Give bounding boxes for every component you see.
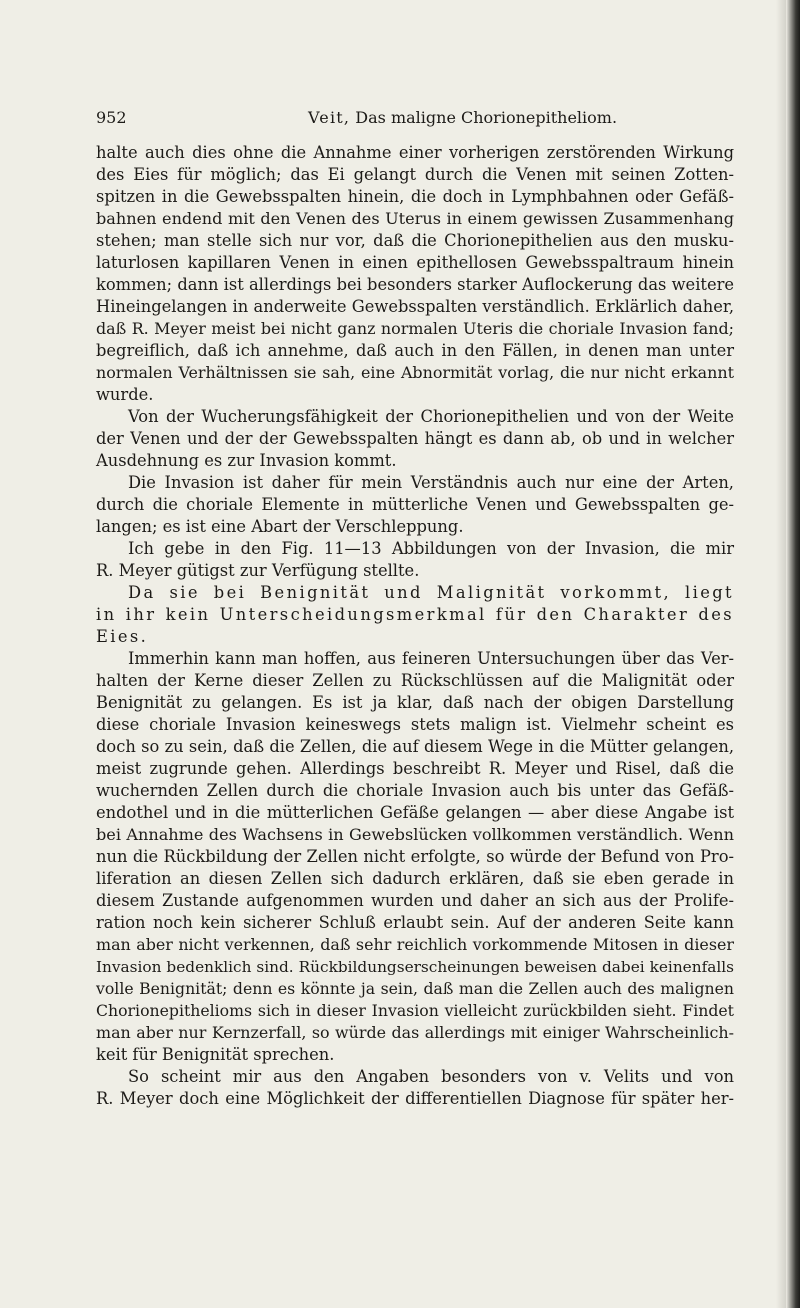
text-line: volle Benignität; denn es könnte ja sein, daß man die Zellen auch des malignen bbox=[96, 979, 734, 998]
text-line: diese choriale Invasion keineswegs stets malign ist. Vielmehr scheint es bbox=[96, 715, 734, 734]
text-line: Hineingelangen in anderweite Gewebsspalten verständlich. Erklärlich daher, bbox=[96, 297, 734, 316]
text-line: nun die Rückbildung der Zellen nicht erfolgte, so würde der Befund von Pro- bbox=[96, 847, 734, 866]
text-line: halten der Kerne dieser Zellen zu Rückschlüssen auf die Malignität oder bbox=[96, 671, 734, 690]
text-line: man aber nicht verkennen, daß sehr reichlich vorkommende Mitosen in dieser bbox=[96, 935, 734, 954]
text-line: meist zugrunde gehen. Allerdings beschreibt R. Meyer und Risel, daß die bbox=[96, 759, 734, 778]
text-line: Benignität zu gelangen. Es ist ja klar, daß nach der obigen Darstellung bbox=[96, 693, 734, 712]
text-line: endothel und in die mütterlichen Gefäße gelangen — aber diese Angabe ist bbox=[96, 803, 734, 822]
text-line: Eies. bbox=[96, 627, 149, 646]
text-line: Ausdehnung es zur Invasion kommt. bbox=[96, 451, 397, 470]
text-line: stehen; man stelle sich nur vor, daß die Chorionepithelien aus den musku- bbox=[96, 231, 734, 250]
text-line: keit für Benignität sprechen. bbox=[96, 1045, 335, 1064]
text-line: R. Meyer gütigst zur Verfügung stellte. bbox=[96, 561, 420, 580]
text-line: langen; es ist eine Abart der Verschleppung. bbox=[96, 517, 464, 536]
text-line: liferation an diesen Zellen sich dadurch erklären, daß sie eben gerade in bbox=[96, 869, 734, 888]
text-line: ration noch kein sicherer Schluß erlaubt sein. Auf der anderen Seite kann bbox=[96, 913, 734, 932]
text-line: man aber nur Kernzerfall, so würde das allerdings mit einiger Wahrscheinlich- bbox=[96, 1023, 734, 1042]
text-line: Invasion bedenklich sind. Rückbildungserscheinungen beweisen dabei keinenfalls bbox=[96, 958, 734, 976]
text-line: wuchernden Zellen durch die choriale Invasion auch bis unter das Gefäß- bbox=[96, 781, 734, 800]
text-line: Da sie bei Benignität und Malignität vorkommt, liegt bbox=[128, 583, 734, 602]
text-line: der Venen und der der Gewebsspalten hängt es dann ab, ob und in welcher bbox=[96, 429, 734, 448]
text-line: halte auch dies ohne die Annahme einer vorherigen zerstörenden Wirkung bbox=[96, 143, 734, 162]
running-head-title: Das maligne Chorionepitheliom. bbox=[355, 108, 618, 127]
text-line: bei Annahme des Wachsens in Gewebslücken vollkommen verständlich. Wenn bbox=[96, 825, 734, 844]
text-line: Von der Wucherungsfähigkeit der Chorionepithelien und von der Weite bbox=[128, 407, 734, 426]
text-line: durch die choriale Elemente in mütterliche Venen und Gewebsspalten ge- bbox=[96, 495, 734, 514]
page-header bbox=[96, 108, 736, 132]
text-line: begreiflich, daß ich annehme, daß auch in den Fällen, in denen man unter bbox=[96, 341, 734, 360]
text-line: So scheint mir aus den Angaben besonders von v. Velits und von bbox=[128, 1067, 734, 1086]
text-line: doch so zu sein, daß die Zellen, die auf diesem Wege in die Mütter gelangen, bbox=[96, 737, 734, 756]
text-line: wurde. bbox=[96, 385, 154, 404]
text-line: bahnen endend mit den Venen des Uterus in einem gewissen Zusammenhang bbox=[96, 209, 734, 228]
text-line: R. Meyer doch eine Möglichkeit der differentiellen Diagnose für später her- bbox=[96, 1089, 734, 1108]
text-line: laturlosen kapillaren Venen in einen epithellosen Gewebsspaltraum hinein bbox=[96, 253, 734, 272]
running-head bbox=[308, 108, 617, 127]
page-edge-highlight bbox=[776, 0, 786, 1308]
text-line: in ihr kein Unterscheidungsmerkmal für den Charakter des bbox=[96, 605, 734, 624]
page-number: 952 bbox=[96, 108, 127, 127]
text-line: spitzen in die Gewebsspalten hinein, die doch in Lymphbahnen oder Gefäß- bbox=[96, 187, 734, 206]
text-line: Chorionepithelioms sich in dieser Invasion vielleicht zurückbilden sieht. Findet bbox=[96, 1001, 734, 1020]
text-line: diesem Zustande aufgenommen wurden und daher an sich aus der Prolife- bbox=[96, 891, 734, 910]
text-line: Ich gebe in den Fig. 11—13 Abbildungen von der Invasion, die mir bbox=[128, 539, 734, 558]
text-line: normalen Verhältnissen sie sah, eine Abnormität vorlag, die nur nicht erkannt bbox=[96, 363, 734, 382]
text-line: kommen; dann ist allerdings bei besonders starker Auflockerung das weitere bbox=[96, 275, 734, 294]
running-head-author: Veit, bbox=[308, 108, 351, 127]
text-line: des Eies für möglich; das Ei gelangt durch die Venen mit seinen Zotten- bbox=[96, 165, 734, 184]
text-line: Die Invasion ist daher für mein Verständnis auch nur eine der Arten, bbox=[128, 473, 734, 492]
text-line: daß R. Meyer meist bei nicht ganz normalen Uteris die choriale Invasion fand; bbox=[96, 319, 734, 338]
page-edge-shadow bbox=[786, 0, 800, 1308]
text-line: Immerhin kann man hoffen, aus feineren Untersuchungen über das Ver- bbox=[128, 649, 734, 668]
body-text bbox=[96, 142, 734, 1110]
